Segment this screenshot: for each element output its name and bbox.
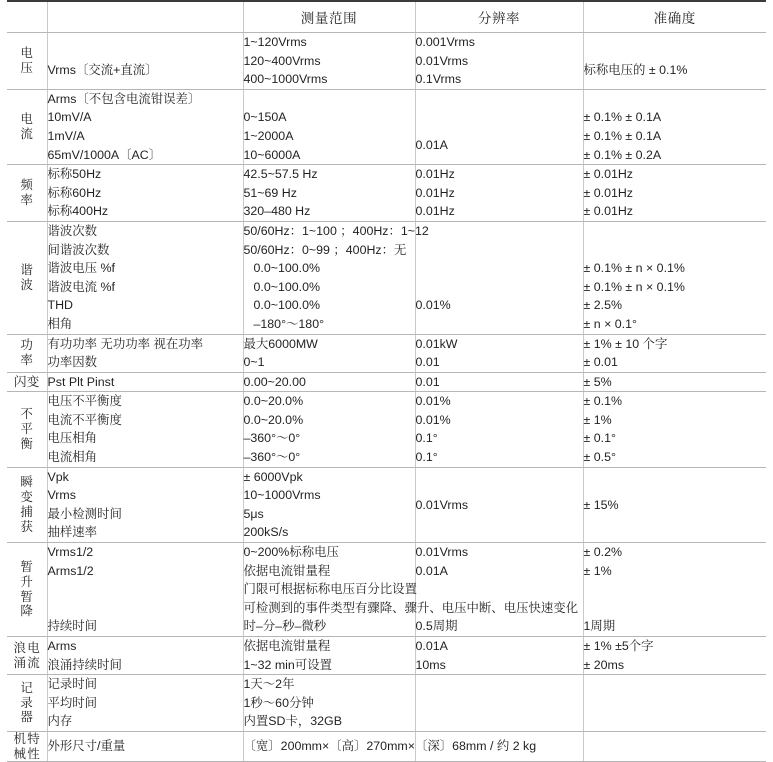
row-accuracy: 标称电压的 ± 0.1% <box>583 33 766 90</box>
table-body <box>7 33 766 762</box>
row-resolution: 0.01kW 0.01 <box>415 334 583 372</box>
row-item-names: 记录时间 平均时间 内存 <box>47 675 243 732</box>
row-resolution: 0.001Vrms 0.01Vrms 0.1Vrms <box>415 33 583 90</box>
table-row <box>7 33 766 90</box>
row-accuracy <box>583 675 766 732</box>
table-row <box>7 372 766 392</box>
table-row <box>7 221 766 334</box>
row-accuracy: ± 0.1% ± n × 0.1% ± 0.1% ± n × 0.1% ± 2.5% ± n × 0.1° <box>583 221 766 334</box>
row-measurement-range: 0.00~20.00 <box>243 372 415 392</box>
row-resolution: 0.01A 10ms <box>415 637 583 675</box>
row-accuracy: ± 0.1% ± 0.1A ± 0.1% ± 0.1A ± 0.1% ± 0.2A <box>583 89 766 164</box>
row-resolution: 0.01A <box>415 89 583 164</box>
row-accuracy: ± 0.1% ± 1% ± 0.1° ± 0.5° <box>583 392 766 467</box>
header-resolution: 分辨率 <box>415 1 583 33</box>
row-resolution: 0.01Vrms 0.01A 0.5周期 <box>415 543 583 637</box>
row-resolution: 0.01Hz 0.01Hz 0.01Hz <box>415 165 583 222</box>
row-item-names: Vrms1/2 Arms1/2 持续时间 <box>47 543 243 637</box>
table-row <box>7 637 766 675</box>
row-item-names: Arms 浪涌持续时间 <box>47 637 243 675</box>
row-resolution: 0.01Vrms <box>415 467 583 542</box>
row-accuracy: ± 0.01Hz ± 0.01Hz ± 0.01Hz <box>583 165 766 222</box>
row-item-names: 标称50Hz 标称60Hz 标称400Hz <box>47 165 243 222</box>
row-resolution <box>415 731 583 762</box>
header-measurement-range: 测量范围 <box>243 1 415 33</box>
row-group-label: 瞬 变 捕 获 <box>7 467 47 542</box>
row-item-names: 电压不平衡度 电流不平衡度 电压相角 电流相角 <box>47 392 243 467</box>
row-measurement-range: 1天～2年 1秒～60分钟 内置SD卡，32GB <box>243 675 415 732</box>
row-measurement-range: 0.0~20.0% 0.0~20.0% –360°～0° –360°～0° <box>243 392 415 467</box>
row-item-names: Vpk Vrms 最小检测时间 抽样速率 <box>47 467 243 542</box>
row-measurement-range: 1~120Vrms 120~400Vrms 400~1000Vrms <box>243 33 415 90</box>
table-row <box>7 392 766 467</box>
row-measurement-range: 依据电流钳量程 1~32 min可设置 <box>243 637 415 675</box>
table-row <box>7 89 766 164</box>
row-measurement-range: 50/60Hz：1~100 ；400Hz：1~12 50/60Hz：0~99 ；400Hz：无 0.0~100.0% 0.0~100.0% 0.0~100.0% –180°～180° <box>243 221 415 334</box>
table-row <box>7 675 766 732</box>
row-resolution: 0.01% <box>415 221 583 334</box>
header-corner-blank-2 <box>47 1 243 33</box>
row-group-label: 频 率 <box>7 165 47 222</box>
row-accuracy: ± 1% ±5个字 ± 20ms <box>583 637 766 675</box>
row-item-names: 谐波次数 间谐波次数 谐波电压 %f 谐波电流 %f THD 相角 <box>47 221 243 334</box>
table-row <box>7 467 766 542</box>
row-group-label: 浪 涌 电 流 <box>7 637 47 675</box>
row-item-names: 有功功率 无功功率 视在功率 功率因数 <box>47 334 243 372</box>
row-group-label: 不 平 衡 <box>7 392 47 467</box>
row-group-label: 电 压 <box>7 33 47 90</box>
row-item-names: 外形尺寸/重量 <box>47 731 243 762</box>
table-row <box>7 543 766 637</box>
table-row <box>7 731 766 762</box>
row-accuracy: ± 5% <box>583 372 766 392</box>
row-accuracy: ± 1% ± 10 个字 ± 0.01 <box>583 334 766 372</box>
row-measurement-range: 0~200%标称电压 依据电流钳量程 门限可根据标称电压百分比设置 可检测到的事件类型有骤降、骤升、电压中断、电压快速变化 时–分–秒–微秒 <box>243 543 415 637</box>
row-measurement-range: 42.5~57.5 Hz 51~69 Hz 320–480 Hz <box>243 165 415 222</box>
row-measurement-range: 〔宽〕200mm×〔高〕270mm×〔深〕68mm / 约 2 kg <box>243 731 415 762</box>
header-accuracy: 准确度 <box>583 1 766 33</box>
row-measurement-range: 0~150A 1~2000A 10~6000A <box>243 89 415 164</box>
row-accuracy <box>583 731 766 762</box>
row-resolution: 0.01 <box>415 372 583 392</box>
specification-table <box>7 0 766 762</box>
row-resolution: 0.01% 0.01% 0.1° 0.1° <box>415 392 583 467</box>
header-corner-blank-1 <box>7 1 47 33</box>
row-accuracy: ± 15% <box>583 467 766 542</box>
row-item-names: Vrms〔交流+直流〕 <box>47 33 243 90</box>
table-header-row <box>7 1 766 33</box>
row-group-label: 机 械 特 性 <box>7 731 47 762</box>
row-resolution <box>415 675 583 732</box>
table-row <box>7 334 766 372</box>
row-group-label: 暂 升 暂 降 <box>7 543 47 637</box>
row-group-label: 谐 波 <box>7 221 47 334</box>
row-item-names: Arms〔不包含电流钳误差〕 10mV/A 1mV/A 65mV/1000A〔AC〕 <box>47 89 243 164</box>
row-accuracy: ± 0.2% ± 1% 1周期 <box>583 543 766 637</box>
table-row <box>7 165 766 222</box>
row-group-label: 记 录 器 <box>7 675 47 732</box>
row-group-label: 电 流 <box>7 89 47 164</box>
row-measurement-range: 最大6000MW 0~1 <box>243 334 415 372</box>
row-group-label: 闪变 <box>7 372 47 392</box>
row-measurement-range: ± 6000Vpk 10~1000Vrms 5μs 200kS/s <box>243 467 415 542</box>
row-item-names: Pst Plt Pinst <box>47 372 243 392</box>
row-group-label: 功 率 <box>7 334 47 372</box>
